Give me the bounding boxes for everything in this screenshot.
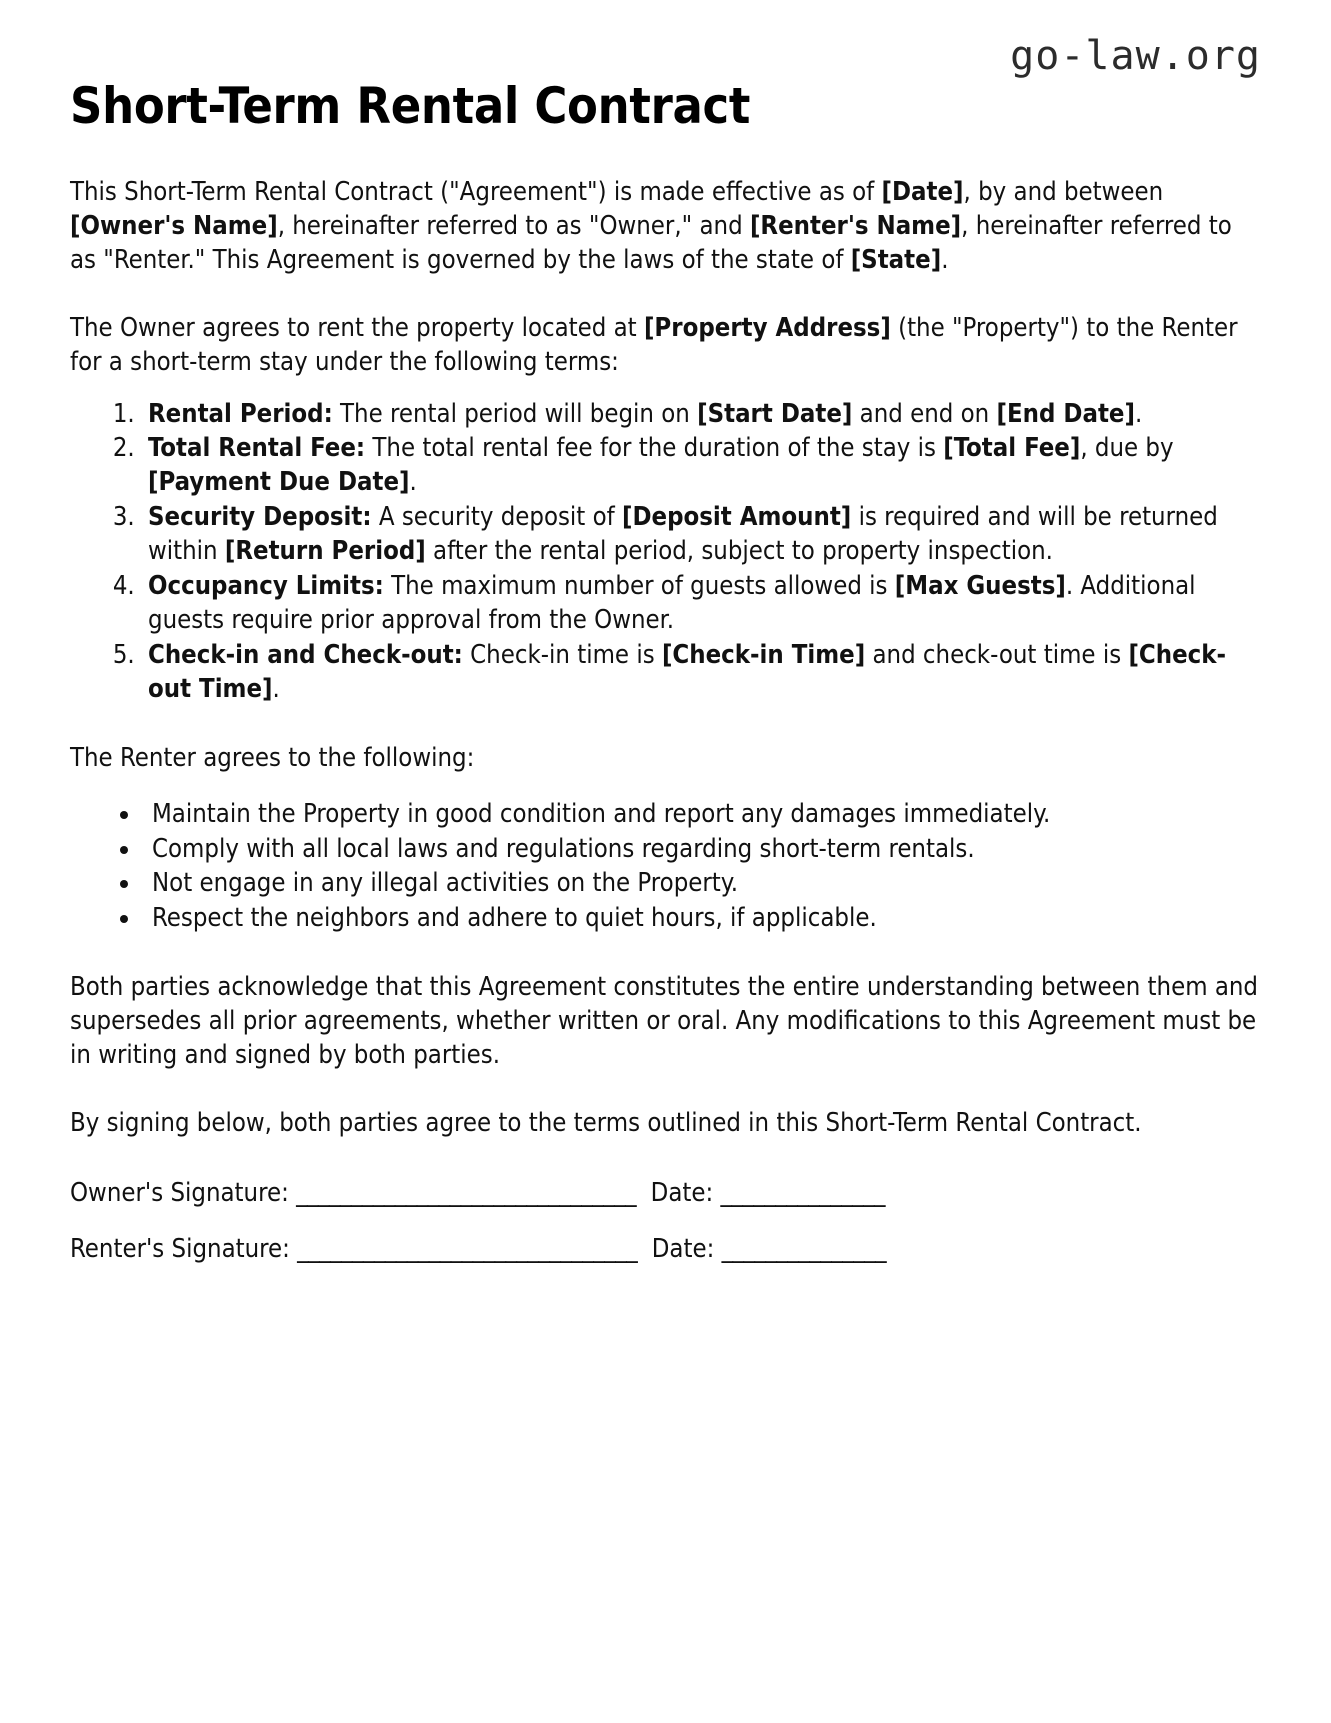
obligation-list-item: • Not engage in any illegal activities on the Property. [142,867,1261,901]
placeholder-field: [Property Address] [643,312,891,343]
body-text: , hereinafter referred to as "Renter." This Agreement is governed by the laws of the state of [70,210,1232,275]
placeholder-field: [Owner's Name] [70,210,278,241]
placeholder-field: [State] [850,244,942,275]
term-list-item [142,432,1243,500]
placeholder-field: [Payment Due Date] [148,467,410,498]
body-text: and check-out time is [865,639,1129,670]
intro-paragraph-1 [70,134,1261,278]
body-text: The rental period will begin on [332,398,698,429]
body-text: The Owner agrees to rent the property located at [70,312,644,343]
placeholder-field: Total Rental Fee: [148,433,366,464]
body-text: . Additional guests require prior approval from the Owner. [148,571,1196,635]
body-text: . [941,244,949,275]
placeholder-field: Occupancy Limits: [148,571,384,602]
owner-signature-line [70,1177,1261,1211]
placeholder-field: [Start Date] [697,398,853,429]
closing-paragraph-1: Both parties acknowledge that this Agreement constitutes the entire understanding between them and supersedes all prior agreements, whether written or oral. Any modifications to this Agreement must be in writing and signed by both parties. [70,972,1259,1071]
placeholder-field: [Check-out Time] [148,639,1227,704]
obligation-list-item: • Comply with all local laws and regulations regarding short-term rentals. [142,833,1261,867]
term-list-item [142,639,1243,707]
body-text: . [1134,398,1143,429]
placeholder-field: [Check-in Time] [661,639,866,670]
signature-input-rule[interactable]: _______________________________ [296,1177,637,1208]
obligation-list-item: • Maintain the Property in good condition and report any damages immediately. [142,798,1261,832]
placeholder-field: Security Deposit: [148,502,372,533]
date-label: Date: [636,1177,721,1208]
body-text: A security deposit of [371,502,622,533]
signature-label: Renter's Signature: [70,1233,298,1264]
body-text: , hereinafter referred to as "Owner," and [277,210,750,241]
obligations-list [70,776,1261,937]
placeholder-field: [End Date] [996,398,1135,429]
placeholder-field: [Renter's Name] [749,210,962,241]
placeholder-field: [Date] [881,177,964,207]
body-text: The total rental fee for the duration of the stay is [365,433,944,464]
body-text: This Short-Term Rental Contract ("Agreement") is made effective as of [70,177,882,207]
term-list-item [142,398,1243,432]
site-watermark: go-law.org [1010,33,1261,79]
placeholder-field: [Deposit Amount] [621,502,852,533]
page-title: Short-Term Rental Contract [70,77,751,135]
placeholder-field: [Total Fee] [943,433,1081,464]
signature-input-rule[interactable]: _______________________________ [297,1233,638,1264]
placeholder-field: [Max Guests] [894,571,1066,602]
body-text: , due by [1080,433,1174,464]
term-list-item [142,570,1243,638]
body-text: , by and between [963,177,1164,207]
placeholder-field: [Return Period] [224,536,426,567]
renter-signature-line [70,1211,1261,1267]
body-text: (the "Property") to the Renter for a short-term stay under the following terms: [70,312,1238,377]
placeholder-field: Rental Period: [148,398,333,429]
renter-agrees-lead: The Renter agrees to the following: [70,742,475,773]
intro-paragraph-2 [70,278,1261,380]
body-text: and end on [852,398,997,429]
body-text: is required and will be returned within [148,502,1218,567]
body-text: The maximum number of guests allowed is [383,571,895,602]
body-text: . [409,467,417,498]
signature-label: Owner's Signature: [70,1177,297,1208]
date-label: Date: [637,1233,722,1264]
closing-paragraph-2: By signing below, both parties agree to the terms outlined in this Short-Term Rental Contract. [70,1107,1142,1138]
date-input-rule[interactable]: _______________ [720,1177,886,1208]
terms-list [70,380,1261,707]
body-text: after the rental period, subject to property inspection. [425,536,1053,567]
body-text: . [272,673,280,704]
obligation-list-item: • Respect the neighbors and adhere to quiet hours, if applicable. [142,902,1261,936]
term-list-item [142,501,1243,569]
placeholder-field: Check-in and Check-out: [148,639,463,670]
signature-block [70,1141,1261,1267]
body-text: Check-in time is [462,639,662,670]
date-input-rule[interactable]: _______________ [721,1233,887,1264]
